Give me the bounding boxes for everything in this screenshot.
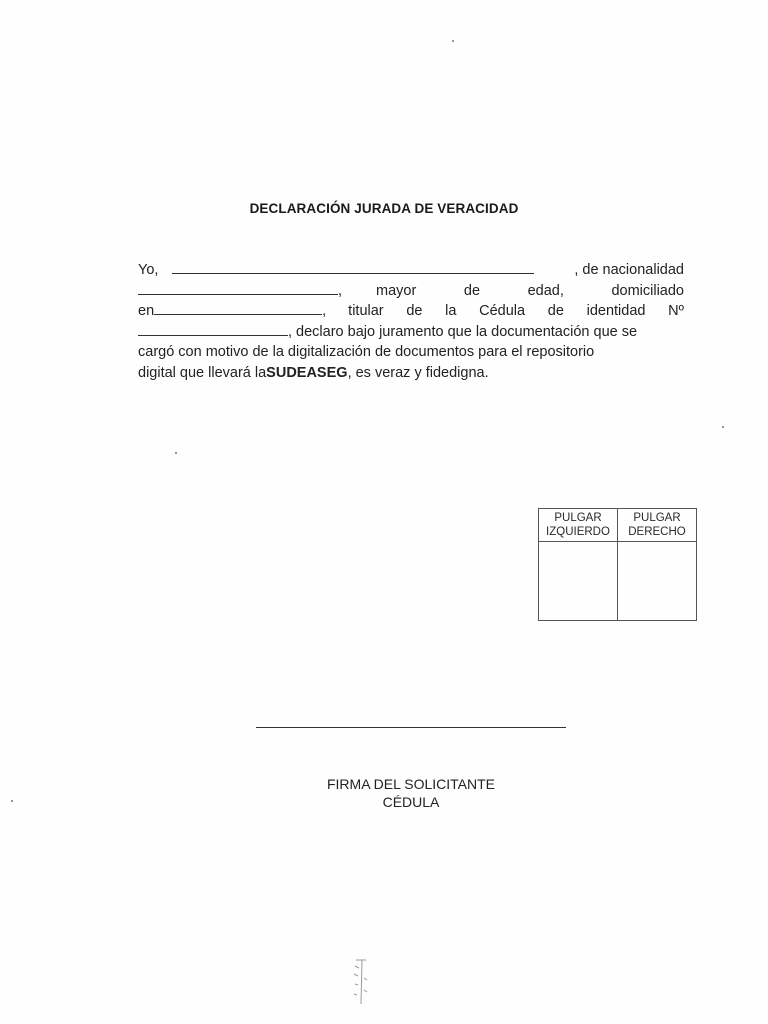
nationality-blank[interactable] (138, 281, 338, 295)
address-blank[interactable] (154, 301, 322, 315)
scan-speck (11, 800, 13, 802)
name-blank[interactable] (172, 260, 534, 274)
signature-line[interactable] (256, 727, 566, 728)
left-thumb-header (539, 509, 618, 542)
scan-speck (175, 452, 177, 454)
text-numero: Nº (668, 303, 684, 319)
right-thumb-header (618, 509, 697, 542)
text-digital: digital que llevará la (138, 364, 267, 381)
id-number-blank[interactable] (138, 322, 288, 336)
text-de: de (463, 282, 481, 299)
text-yo: Yo, (138, 262, 159, 278)
text-declaro: , declaro bajo juramento que la documentación que se (288, 323, 638, 340)
document-title: DECLARACIÓN JURADA DE VERACIDAD (249, 201, 519, 216)
text-sudeaseg: SUDEASEG (266, 364, 348, 381)
right-thumb-label-1: PULGAR (633, 512, 681, 524)
right-thumbprint-box[interactable] (618, 542, 697, 621)
scan-speck (452, 40, 454, 42)
signature-label (0, 775, 768, 811)
text-cargo: cargó con motivo de la digitalización de documentos para el repositorio (138, 344, 595, 360)
text-veraz: , es veraz y fidedigna. (347, 364, 489, 381)
text-nationality: , de nacionalidad (574, 262, 684, 278)
text-titular: titular (348, 303, 384, 319)
signature-label-line-2: CÉDULA (382, 794, 440, 810)
text-comma: , (322, 303, 327, 319)
text-cedula: Cédula (479, 303, 526, 319)
scan-stamp-mark (352, 958, 370, 1006)
left-thumb-label-1: PULGAR (554, 512, 602, 524)
text-comma: , (338, 282, 343, 299)
paragraph-line-3 (138, 301, 684, 322)
text-domiciliado: domiciliado (611, 282, 684, 299)
paragraph-line-2 (138, 281, 684, 302)
text-la: la (445, 303, 457, 319)
paragraph-line-4 (138, 322, 684, 343)
declaration-paragraph (138, 260, 684, 383)
text-mayor: mayor (376, 282, 417, 299)
text-edad: edad, (527, 282, 564, 299)
thumbprint-table (538, 508, 697, 621)
scan-speck (722, 426, 724, 428)
left-thumbprint-box[interactable] (539, 542, 618, 621)
text-de: de (406, 303, 423, 319)
text-de: de (547, 303, 564, 319)
text-en: en (138, 303, 155, 319)
paragraph-line-5 (138, 342, 684, 363)
paragraph-line-6 (138, 363, 684, 384)
text-identidad: identidad (586, 303, 646, 319)
signature-label-line-1: FIRMA DEL SOLICITANTE (326, 776, 496, 792)
right-thumb-label-2: DERECHO (628, 526, 686, 538)
paragraph-line-1 (138, 260, 684, 281)
left-thumb-label-2: IZQUIERDO (546, 526, 610, 538)
